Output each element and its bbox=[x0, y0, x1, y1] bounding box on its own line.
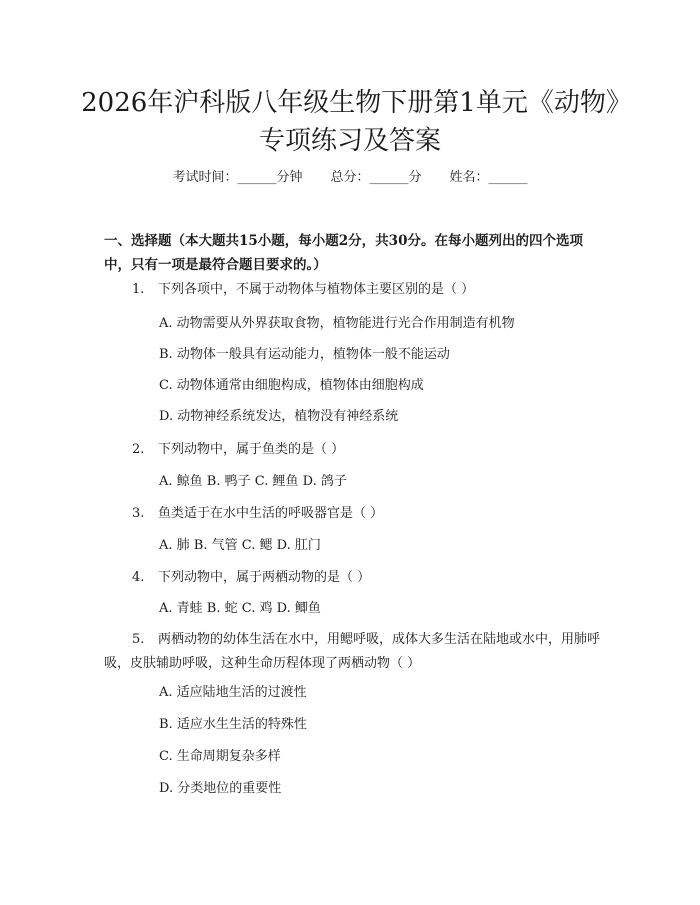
question-text: 下列动物中，属于两栖动物的是（ ） bbox=[158, 570, 371, 585]
question-2 bbox=[104, 438, 604, 462]
question-1-option-b: B. 动物体一般具有运动能力，植物体一般不能运动 bbox=[159, 347, 450, 362]
question-number: 3. bbox=[132, 506, 145, 521]
question-1-option-a: A. 动物需要从外界获取食物，植物能进行光合作用制造有机物 bbox=[159, 316, 515, 331]
question-1-option-c: C. 动物体通常由细胞构成，植物体由细胞构成 bbox=[159, 378, 424, 393]
student-name-label: 姓名：______ bbox=[449, 170, 528, 185]
question-5-option-c: C. 生命周期复杂多样 bbox=[159, 749, 281, 764]
question-5-option-b: B. 适应水生生活的特殊性 bbox=[159, 717, 307, 732]
question-4-options: A. 青蛙 B. 蛇 C. 鸡 D. 鲫鱼 bbox=[159, 601, 321, 616]
question-number: 5. bbox=[132, 632, 145, 647]
question-4 bbox=[104, 566, 604, 590]
question-text: 两栖动物的幼体生活在水中，用鳃呼吸，成体大多生活在陆地或水中，用肺呼吸，皮肤辅助呼吸，这种生命历程体现了两栖动物（ ） bbox=[104, 632, 601, 671]
question-text: 鱼类适于在水中生活的呼吸器官是（ ） bbox=[158, 506, 384, 521]
total-score-label: 总分：______分 bbox=[330, 170, 422, 185]
question-1 bbox=[104, 278, 604, 302]
question-3-options: A. 肺 B. 气管 C. 鳃 D. 肛门 bbox=[159, 538, 321, 553]
question-5-option-a: A. 适应陆地生活的过渡性 bbox=[159, 685, 307, 700]
question-number: 4. bbox=[132, 570, 145, 585]
question-number: 1. bbox=[132, 282, 145, 297]
question-number: 2. bbox=[132, 442, 145, 457]
question-text: 下列动物中，属于鱼类的是（ ） bbox=[158, 442, 345, 457]
question-text: 下列各项中，不属于动物体与植物体主要区别的是（ ） bbox=[158, 282, 475, 297]
document-title: 2026年沪科版八年级生物下册第1单元《动物》专项练习及答案 bbox=[81, 88, 619, 156]
question-2-options: A. 鲸鱼 B. 鸭子 C. 鲤鱼 D. 鸽子 bbox=[159, 474, 347, 489]
question-3 bbox=[104, 502, 604, 526]
question-5-option-d: D. 分类地位的重要性 bbox=[159, 781, 282, 796]
exam-info bbox=[0, 170, 700, 186]
exam-time-label: 考试时间：______分钟 bbox=[172, 170, 303, 185]
question-1-option-d: D. 动物神经系统发达，植物没有神经系统 bbox=[159, 409, 399, 424]
section-heading-multiple-choice: 一、选择题（本大题共15小题，每小题2分，共30分。在每小题列出的四个选项中，只有一项是最符合题目要求的。） bbox=[104, 233, 583, 273]
question-5 bbox=[104, 628, 604, 676]
